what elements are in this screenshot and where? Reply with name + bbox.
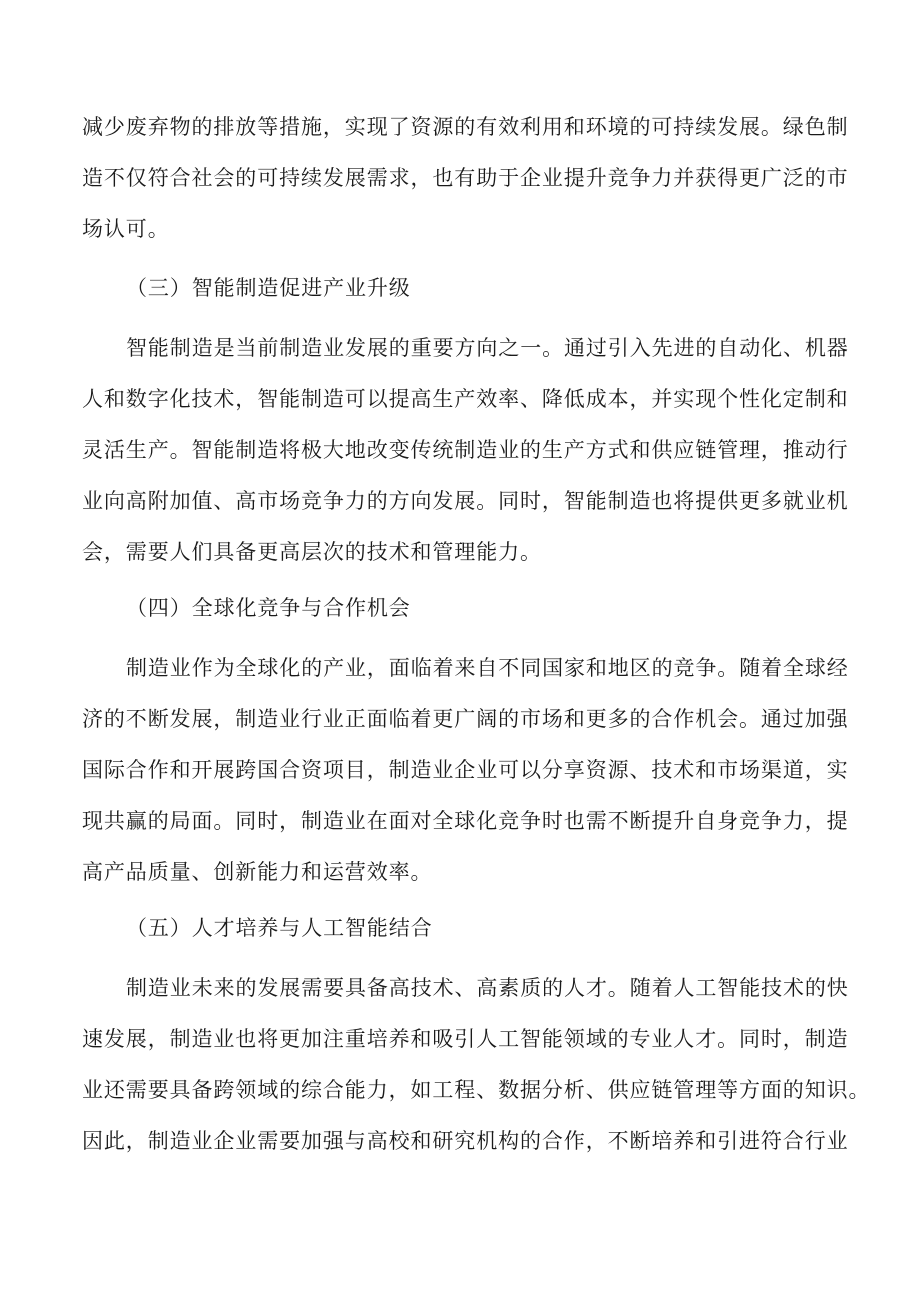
section-heading-5: （五）人才培养与人工智能结合 xyxy=(126,916,433,940)
paragraph-line: 现共赢的局面。同时，制造业在面对全球化竞争时也需不断提升自身竞争力，提 xyxy=(82,809,849,833)
paragraph-line: 灵活生产。智能制造将极大地改变传统制造业的生产方式和供应链管理，推动行 xyxy=(82,438,849,462)
paragraph-line: 减少废弃物的排放等措施，实现了资源的有效利用和环境的可持续发展。绿色制 xyxy=(82,115,849,139)
paragraph-line: 人和数字化技术，智能制造可以提高生产效率、降低成本，并实现个性化定制和 xyxy=(82,387,849,411)
paragraph-line: 制造业作为全球化的产业，面临着来自不同国家和地区的竞争。随着全球经 xyxy=(126,656,849,680)
section-heading-3: （三）智能制造促进产业升级 xyxy=(126,276,411,300)
paragraph-line: 高产品质量、创新能力和运营效率。 xyxy=(82,860,433,884)
paragraph-line: 造不仅符合社会的可持续发展需求，也有助于企业提升竞争力并获得更广泛的市 xyxy=(82,166,849,190)
paragraph-line: 智能制造是当前制造业发展的重要方向之一。通过引入先进的自动化、机器 xyxy=(126,336,849,360)
paragraph-line: 因此，制造业企业需要加强与高校和研究机构的合作，不断培养和引进符合行业 xyxy=(82,1129,849,1153)
paragraph-line: 业向高附加值、高市场竞争力的方向发展。同时，智能制造也将提供更多就业机 xyxy=(82,489,849,513)
section-heading-4: （四）全球化竞争与合作机会 xyxy=(126,596,411,620)
paragraph-line: 业还需要具备跨领域的综合能力，如工程、数据分析、供应链管理等方面的知识。 xyxy=(82,1078,871,1102)
paragraph-line: 国际合作和开展跨国合资项目，制造业企业可以分享资源、技术和市场渠道，实 xyxy=(82,758,849,782)
paragraph-line: 场认可。 xyxy=(82,217,170,241)
paragraph-line: 速发展，制造业也将更加注重培养和吸引人工智能领域的专业人才。同时，制造 xyxy=(82,1027,849,1051)
paragraph-line: 制造业未来的发展需要具备高技术、高素质的人才。随着人工智能技术的快 xyxy=(126,976,849,1000)
paragraph-line: 济的不断发展，制造业行业正面临着更广阔的市场和更多的合作机会。通过加强 xyxy=(82,707,849,731)
paragraph-line: 会，需要人们具备更高层次的技术和管理能力。 xyxy=(82,540,542,564)
